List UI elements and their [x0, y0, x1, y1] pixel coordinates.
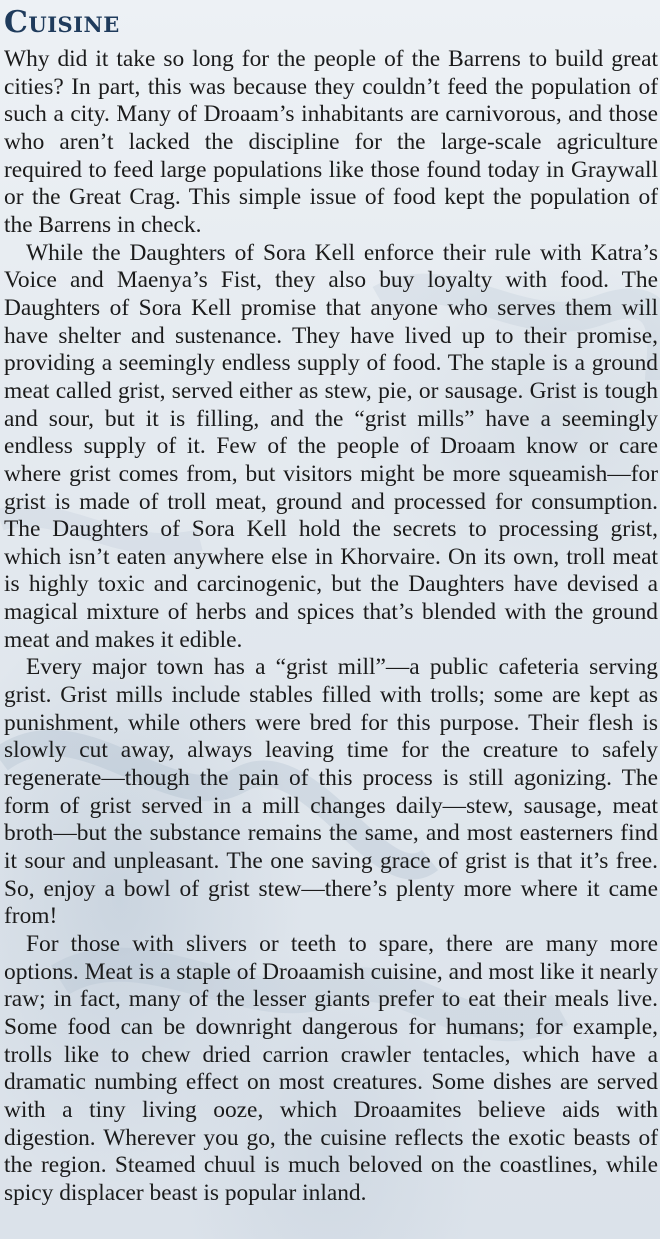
- section-heading: Cuisine: [4, 5, 120, 40]
- paragraph: For those with slivers or teeth to spare, there are many more options. Meat is a staple of Droaamish cuisine, and most like it nearly raw; in fact, many of the lesser giants prefer to eat their meals live. Some food can be downright dangerous for humans; for example, trolls like to chew dried carrion crawler tentacles, which have a dramatic numbing effect on most creatures. Some dishes are served with a tiny living ooze, which Droaamites believe aids with digestion. Wherever you go, the cuisine reflects the exotic beasts of the region. Steamed chuul is much beloved on the coastlines, while spicy displacer beast is popular inland.: [4, 931, 658, 1206]
- paragraph: Why did it take so long for the people of the Barrens to build great cities? In part, this was because they couldn’t feed the population of such a city. Many of Droaam’s inhabitants are carnivorous, and those who aren’t lacked the discipline for the large-scale agriculture required to feed large populations like those found today in Graywall or the Great Crag. This simple issue of food kept the population of the Barrens in check.: [4, 46, 658, 238]
- paragraph: While the Daughters of Sora Kell enforce their rule with Katra’s Voice and Maenya’s Fist, they also buy loyalty with food. The Daughters of Sora Kell promise that anyone who serves them will have shelter and sustenance. They have lived up to their promise, providing a seemingly endless supply of food. The staple is a ground meat called grist, served either as stew, pie, or sausage. Grist is tough and sour, but it is filling, and the “grist mills” have a seemingly endless supply of it. Few of the people of Droaam know or care where grist comes from, but visitors might be more squeamish—for grist is made of troll meat, ground and processed for consumption. The Daughters of Sora Kell hold the secrets to processing grist, which isn’t eaten anywhere else in Khorvaire. On its own, troll meat is highly toxic and carcinogenic, but the Daughters have devised a magical mixture of herbs and spices that’s blended with the ground meat and makes it edible.: [4, 239, 658, 653]
- section-body: [4, 46, 658, 1208]
- paragraph: Every major town has a “grist mill”—a public cafeteria serving grist. Grist mills include stables filled with trolls; some are kept as punishment, while others were bred for this purpose. Their flesh is slowly cut away, always leaving time for the creature to safely regenerate—though the pain of this process is still agonizing. The form of grist served in a mill changes daily—stew, sausage, meat broth—but the substance remains the same, and most easterners find it sour and unpleasant. The one saving grace of grist is that it’s free. So, enjoy a bowl of grist stew—there’s plenty more where it came from!: [4, 654, 658, 930]
